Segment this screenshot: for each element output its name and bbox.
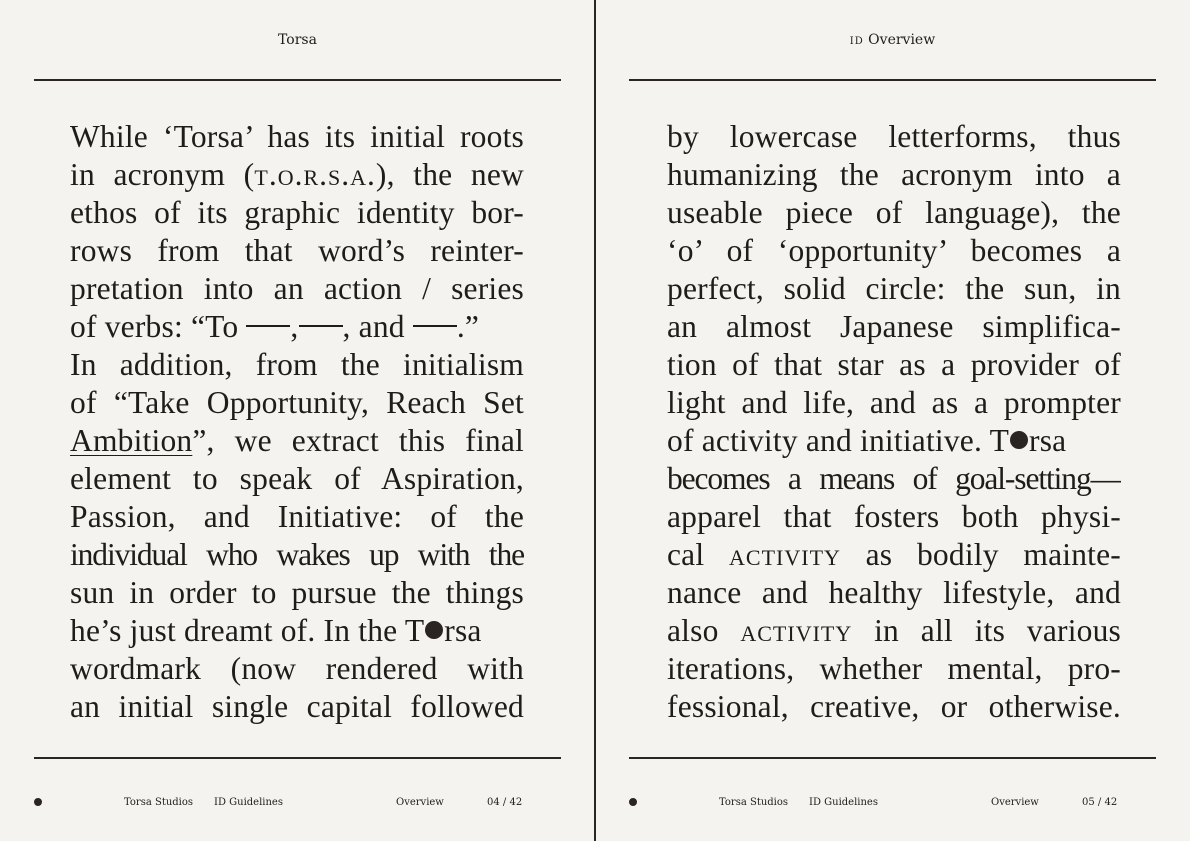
text-line: of “Take Opportunity, Reach Set — [70, 385, 524, 420]
text-line: of activity and initiative. T rsa — [667, 423, 1067, 458]
text-line: wordmark (now rendered with — [70, 651, 524, 686]
text-line: ‘o’ of ‘opportunity’ becomes a — [667, 233, 1121, 268]
footer-studio: Torsa Studios — [719, 797, 789, 808]
page-number: 05 / 42 — [1082, 797, 1118, 808]
page-footer — [595, 795, 1190, 813]
text-line: tion of that star as a provider of — [667, 347, 1121, 382]
blank-dash — [413, 325, 457, 327]
text-line: individual who wakes up with the — [70, 537, 524, 572]
bottom-rule — [34, 757, 561, 759]
sun-icon — [1010, 431, 1028, 449]
text-line: he’s just dreamt of. In the T rsa — [70, 613, 482, 648]
small-caps-word: activity — [740, 613, 853, 648]
footer-studio: Torsa Studios — [124, 797, 194, 808]
text-line: light and life, and as a prompter — [667, 385, 1121, 420]
blank-dash — [246, 325, 290, 327]
text-line: In addition, from the initialism — [70, 347, 524, 382]
footer-section: Overview — [396, 797, 444, 808]
sun-icon — [425, 621, 443, 639]
small-caps-word: activity — [729, 537, 841, 572]
top-rule — [629, 79, 1156, 81]
text-line: useable piece of language), the — [667, 195, 1121, 230]
body-text — [667, 118, 1121, 726]
text-line: While ‘Torsa’ has its initial roots — [70, 119, 524, 154]
text-line: nance and healthy lifestyle, and — [667, 575, 1121, 610]
text-line: Ambition”, we extract this final — [70, 423, 524, 458]
top-rule — [34, 79, 561, 81]
text-line: also activity in all its various — [667, 613, 1121, 648]
text-line: iterations, whether mental, pro- — [667, 651, 1121, 686]
body-text — [70, 118, 524, 726]
bottom-rule — [629, 757, 1156, 759]
text-line: an almost Japanese simplifica- — [667, 309, 1121, 344]
text-line: sun in order to pursue the things — [70, 575, 524, 610]
text-line: cal activity as bodily mainte- — [667, 537, 1121, 572]
text-line: perfect, solid circle: the sun, in — [667, 271, 1121, 306]
blank-dash — [299, 325, 343, 327]
text-line: Passion, and Initiative: of the — [70, 499, 524, 534]
footer-document: ID Guidelines — [214, 797, 283, 808]
page-number: 04 / 42 — [487, 797, 523, 808]
bullet-dot-icon — [629, 798, 637, 806]
underlined-word: Ambition — [70, 423, 193, 458]
text-line: rows from that word’s reinter- — [70, 233, 524, 268]
text-line: fessional, creative, or otherwise. — [667, 689, 1121, 724]
text-line: pretation into an action / series — [70, 271, 524, 306]
text-line: becomes a means of goal-setting— — [667, 461, 1121, 496]
text-line: apparel that fosters both physi- — [667, 499, 1121, 534]
running-head: id Overview — [849, 32, 936, 48]
running-head: Torsa — [278, 32, 317, 48]
text-line: of verbs: “To , , and .” — [70, 309, 480, 344]
text-line: in acronym (t.o.r.s.a.), the new — [70, 157, 524, 192]
acronym: t.o.r.s.a. — [254, 157, 376, 192]
page-footer — [0, 795, 595, 813]
text-line: ethos of its graphic identity bor- — [70, 195, 524, 230]
footer-document: ID Guidelines — [809, 797, 878, 808]
right-page — [595, 0, 1190, 841]
bullet-dot-icon — [34, 798, 42, 806]
text-line: humanizing the acronym into a — [667, 157, 1121, 192]
footer-section: Overview — [991, 797, 1039, 808]
text-line: by lowercase letterforms, thus — [667, 119, 1121, 154]
text-line: element to speak of Aspiration, — [70, 461, 524, 496]
text-line: an initial single capital followed — [70, 689, 524, 724]
